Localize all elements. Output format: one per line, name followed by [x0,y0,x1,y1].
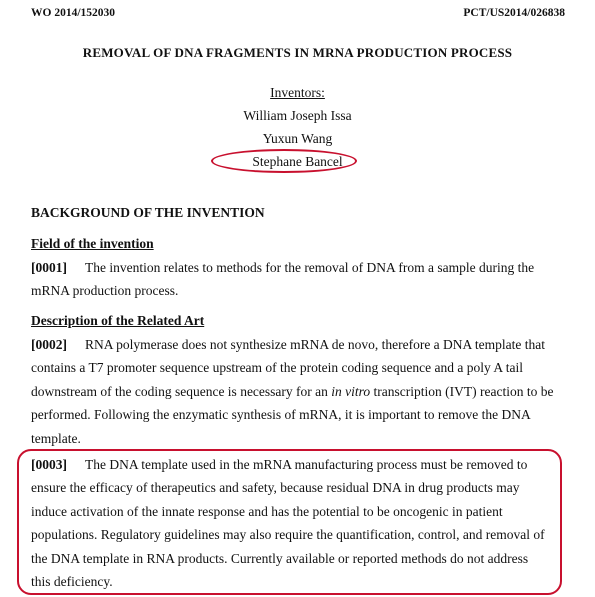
paragraph-0002 [31,333,556,450]
paragraph-text-italic: in vitro [331,383,371,399]
paragraph-number: [0002] [31,337,67,352]
publication-number: WO 2014/152030 [31,7,116,19]
paragraph-0001 [31,256,556,303]
paragraph-text: The invention relates to methods for the removal of DNA from a sample during the mRNA production process. [31,260,535,299]
paragraph-text: transcription (IVT) reaction to be performed. Following the enzymatic synthesis of mRNA, it is important to remove the DNA template. [31,383,554,446]
paragraph-number: [0003] [31,457,67,472]
paragraph-number: [0001] [31,260,67,275]
inventor-name: William Joseph Issa [243,108,352,123]
inventor-name: Stephane Bancel [252,154,343,169]
field-heading: Field of the invention [31,236,154,251]
paragraph-highlight-box [17,449,562,595]
inventors-heading: Inventors: [270,85,325,100]
application-number: PCT/US2014/026838 [463,7,565,19]
inventor-name: Yuxun Wang [262,131,333,146]
paragraph-text: The DNA template used in the mRNA manufacturing process must be removed to ensure the efficacy of therapeutics and safety, because residual DNA in drug products may induce activation of the innate response and has the potential to be oncogenic in patient populations. Regulatory guidelines may also require the quantification, control, and removal of the DNA template in RNA products. Currently available or reported methods do not address this deficiency. [31,457,545,590]
document-title: REMOVAL OF DNA FRAGMENTS IN MRNA PRODUCTION PROCESS [82,45,513,60]
inventor-highlight-ellipse [211,149,357,173]
background-heading: BACKGROUND OF THE INVENTION [31,205,265,220]
paragraph-text: RNA polymerase does not synthesize mRNA de novo, therefore a DNA template that contains a T7 promoter sequence upstream of the protein coding sequence and a poly A tail downstream of the coding sequence is necessary for an [31,337,546,399]
related-art-heading: Description of the Related Art [31,313,205,328]
